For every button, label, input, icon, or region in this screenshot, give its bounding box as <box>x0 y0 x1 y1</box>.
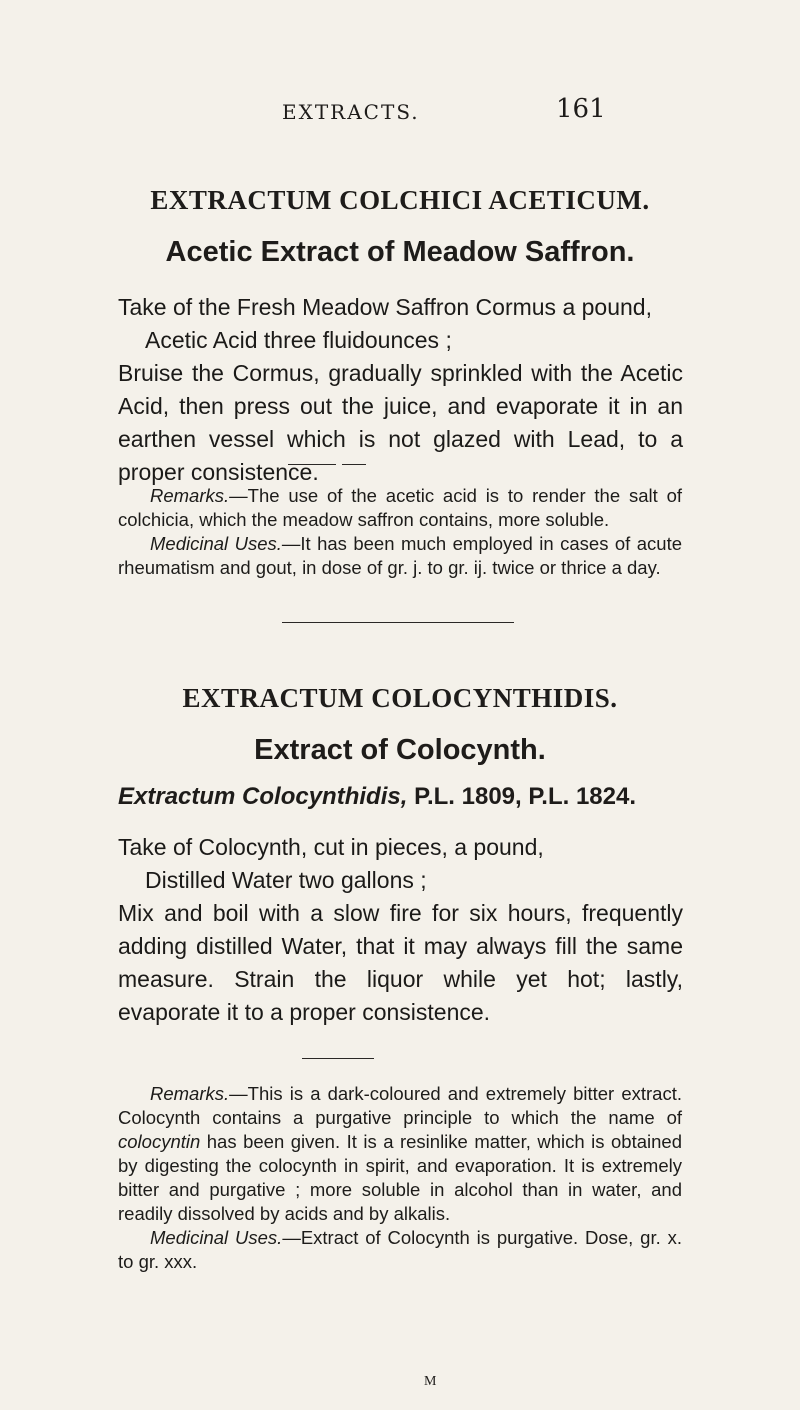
section-subtitle: Extract of Colocynth. <box>254 734 546 766</box>
running-head <box>0 94 800 134</box>
ingredient-line: Take of Colocynth, cut in pieces, a pound, <box>118 834 544 860</box>
pharmacopoeia-reference <box>118 783 800 811</box>
uses-label: Medicinal Uses. <box>150 1227 283 1248</box>
section-title: EXTRACTUM COLOCYNTHIDIS. <box>182 683 618 713</box>
section-subtitle: Acetic Extract of Meadow Saffron. <box>165 236 635 268</box>
ingredient-line: Acetic Acid three fluidounces ; <box>145 327 452 353</box>
page-number: 161 <box>556 94 606 124</box>
section-title: EXTRACTUM COLCHICI ACETICUM. <box>150 185 650 215</box>
recipe <box>0 291 800 489</box>
running-title: EXTRACTS. <box>282 100 420 124</box>
reference-editions: P.L. 1809, P.L. 1824. <box>414 783 637 810</box>
signature-mark: M <box>424 1374 437 1389</box>
uses-text: —Extract of Colocynth is purgative. Dose, gr. x. to gr. xxx. <box>118 1227 683 1272</box>
uses-text: —It has been much employed in cases of acute rheumatism and gout, in dose of gr. j. to gr. ij. twice or thrice a day. <box>118 533 682 578</box>
recipe <box>0 831 800 1029</box>
section-colocynthidis <box>0 683 800 1029</box>
ingredient-line: Take of the Fresh Meadow Saffron Cormus a pound, <box>118 294 652 320</box>
divider <box>302 1058 374 1059</box>
remarks-block <box>118 484 682 580</box>
remarks-block <box>118 1082 682 1274</box>
ingredient-line: Distilled Water two gallons ; <box>145 867 427 893</box>
section-colchici <box>0 185 800 489</box>
method-paragraph: Mix and boil with a slow fire for six hours, frequently adding distilled Water, that it may always fill the same measure. Strain the liquor while yet hot; lastly, evaporate it to a proper consistence. <box>118 900 683 1025</box>
divider <box>288 464 336 465</box>
remarks-text: —This is a dark-coloured and extremely bitter extract. Colocynth contains a purgative principle to which the name of <box>118 1083 682 1128</box>
section-divider <box>282 622 514 623</box>
remarks-text: has been given. It is a resinlike matter, which is obtained by digesting the colocynth in spirit, and evaporation. It is extremely bitter and purgative ; more soluble in alcohol than in water, and readily dissolved by acids and by alkalis. <box>118 1131 682 1224</box>
remarks-text: —The use of the acetic acid is to render the salt of colchicia, which the meadow saffron contains, more soluble. <box>118 485 682 530</box>
remarks-label: Remarks. <box>150 485 230 506</box>
remarks-italic-term: colocyntin <box>118 1131 201 1152</box>
divider <box>342 464 366 465</box>
uses-label: Medicinal Uses. <box>150 533 282 554</box>
method-paragraph: Bruise the Cormus, gradually sprinkled with the Acetic Acid, then press out the juice, and evaporate it in an earthen vessel which is not glazed with Lead, to a proper consistence. <box>118 360 683 485</box>
reference-title: Extractum Colocynthidis, <box>118 783 408 810</box>
remarks-label: Remarks. <box>150 1083 230 1104</box>
